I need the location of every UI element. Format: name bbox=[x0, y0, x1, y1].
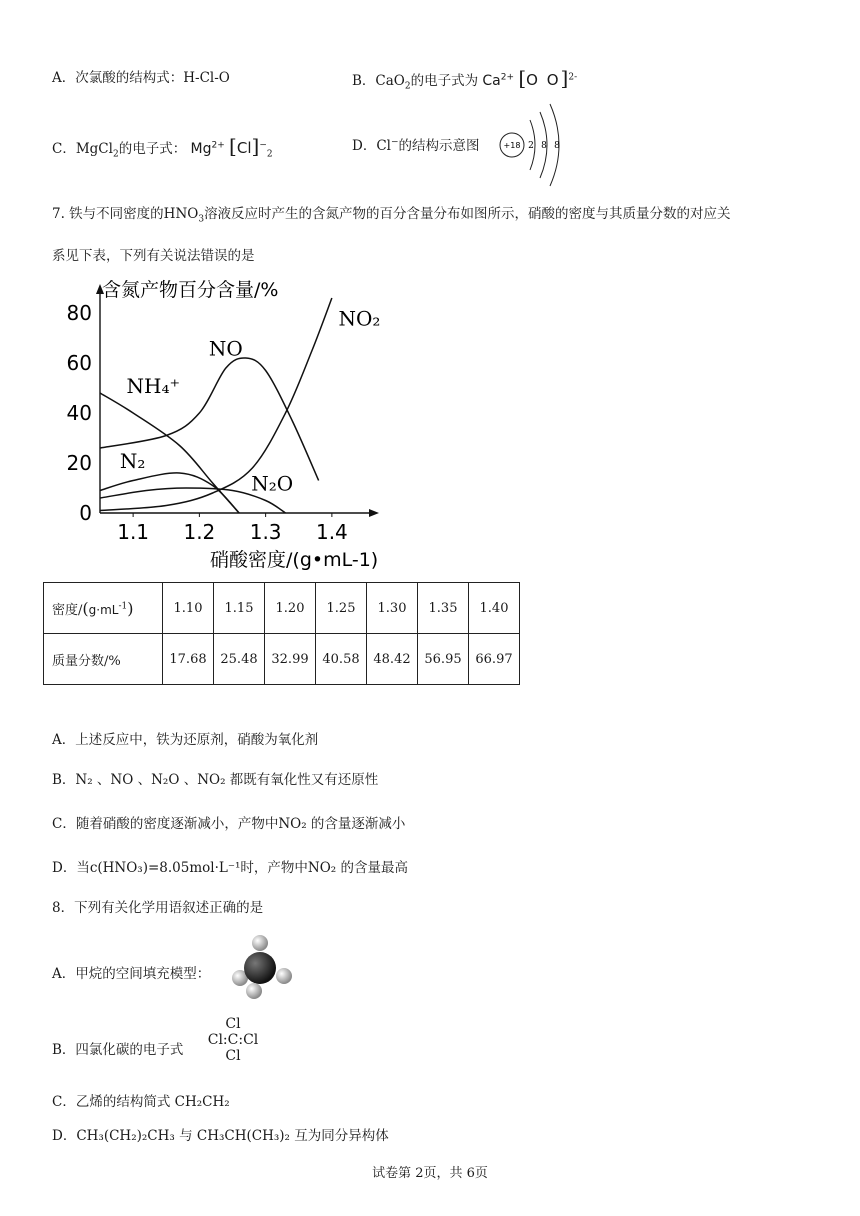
shell-count-1: 2 bbox=[528, 141, 534, 151]
mass-fraction-header: 质量分数/% bbox=[44, 634, 163, 685]
q6-option-c-suffix: 的电子式： bbox=[118, 141, 187, 157]
q6-option-b-prefix: B． bbox=[352, 73, 376, 89]
density-cell: 1.25 bbox=[316, 583, 367, 634]
q7-stem-line-1: 7. 铁与不同密度的$HNO_3$溶液反应时产生的含氮产物的百分含量分布如图所示，硝酸的密度与其质量分数的对应关 bbox=[52, 206, 731, 225]
q6-option-b-anion-charge: 2- bbox=[568, 72, 578, 83]
mass-fraction-cell: 40.58 bbox=[316, 634, 367, 685]
q6-option-c[interactable]: C．MgCl$_2$的电子式： $Mg^{2+}$ $[Cl]^-_2$ bbox=[52, 134, 273, 160]
mass-fraction-cell: 32.99 bbox=[265, 634, 316, 685]
q8-option-c[interactable]: C．乙烯的结构简式 CH₂CH₂ bbox=[52, 1094, 230, 1110]
series-label: NO bbox=[208, 336, 243, 361]
mass-fraction-cell: 17.68 bbox=[163, 634, 214, 685]
y-axis-label: 含氮产物百分含量/% bbox=[102, 279, 279, 301]
y-tick-label: 60 bbox=[66, 351, 92, 375]
mass-fraction-cell: 25.48 bbox=[214, 634, 265, 685]
q8-option-a[interactable]: A．甲烷的空间填充模型： bbox=[52, 966, 211, 982]
density-cell: 1.20 bbox=[265, 583, 316, 634]
density-table bbox=[43, 582, 520, 685]
q6-option-b-formula: CaO bbox=[375, 73, 405, 89]
density-cell: 1.15 bbox=[214, 583, 265, 634]
q6-option-d-ion: Cl bbox=[376, 138, 391, 154]
y-tick-label: 0 bbox=[79, 501, 92, 525]
x-tick-label: 1.2 bbox=[183, 520, 216, 544]
q6-option-d[interactable] bbox=[352, 134, 480, 154]
shell-count-3: 8 bbox=[554, 141, 560, 151]
q6-option-b-suffix: 的电子式为 bbox=[410, 73, 479, 89]
series-label: N₂ bbox=[119, 449, 146, 473]
x-tick-label: 1.3 bbox=[249, 520, 282, 544]
q6-option-c-prefix: C． bbox=[52, 141, 76, 157]
q6-option-b-anion: O O bbox=[526, 71, 561, 89]
q6-option-b[interactable]: B．CaO$_2$的电子式为 $Ca^{2+}$ [O O]$^{2-}$ bbox=[352, 66, 578, 92]
q6-option-c-cation: $Mg^{2+}$ bbox=[190, 140, 225, 157]
q6-option-c-anion-count: 2 bbox=[266, 149, 273, 160]
q6-option-a[interactable] bbox=[52, 66, 230, 86]
x-axis-label: 硝酸密度/(g•mL-1) bbox=[210, 549, 379, 571]
x-axis-arrow bbox=[369, 509, 379, 517]
x-tick-label: 1.4 bbox=[315, 520, 348, 544]
series-label: NH₄⁺ bbox=[126, 374, 181, 398]
y-tick-label: 80 bbox=[66, 301, 92, 325]
q6-option-b-cation: $Ca^{2+}$ bbox=[482, 72, 515, 89]
methane-space-filling-model-icon bbox=[226, 930, 298, 1002]
chart-series bbox=[100, 298, 332, 513]
q6-option-b-formula-sub: 2 bbox=[404, 81, 411, 92]
y-tick-label: 40 bbox=[66, 401, 92, 425]
series-line bbox=[100, 473, 239, 513]
q7-option-d[interactable]: D．当c(HNO₃)=8.05mol·L⁻¹时，产物中NO₂ 的含量最高 bbox=[52, 860, 408, 876]
q7-option-b[interactable]: B．N₂ 、NO 、N₂O 、NO₂ 都既有氧化性又有还原性 bbox=[52, 772, 379, 788]
density-header: 密度$/(g\cdot mL^{-1})$ bbox=[44, 583, 163, 634]
q6-option-d-suffix: 的结构示意图 bbox=[398, 138, 480, 154]
q6-option-c-anion: Cl bbox=[236, 139, 252, 157]
density-cell: 1.10 bbox=[163, 583, 214, 634]
q6-option-b-bracket: [ bbox=[518, 66, 527, 90]
q6-option-d-prefix: D． bbox=[352, 138, 377, 154]
density-cell: 1.40 bbox=[469, 583, 520, 634]
chlorine-ion-structure-diagram bbox=[494, 100, 574, 190]
q6-option-c-formula-sub: 2 bbox=[112, 149, 119, 160]
series-label: NO₂ bbox=[338, 306, 381, 331]
q8-option-b[interactable]: B．四氯化碳的电子式 bbox=[52, 1042, 184, 1058]
density-cell: 1.35 bbox=[418, 583, 469, 634]
q6-option-c-formula: MgCl bbox=[75, 141, 113, 157]
mass-fraction-cell: 66.97 bbox=[469, 634, 520, 685]
mass-fraction-cell: 48.42 bbox=[367, 634, 418, 685]
q6-option-c-anion-charge: − bbox=[259, 140, 267, 151]
series-label: N₂O bbox=[251, 471, 294, 496]
page-footer: 试卷第 2页，共 6页 bbox=[372, 1166, 488, 1181]
series-line bbox=[100, 298, 332, 511]
q7-option-a[interactable]: A．上述反应中，铁为还原剂，硝酸为氧化剂 bbox=[52, 732, 319, 748]
nitrogen-products-chart bbox=[60, 268, 390, 573]
density-cell: 1.30 bbox=[367, 583, 418, 634]
q8-option-d[interactable]: D．CH₃(CH₂)₂CH₃ 与 CH₃CH(CH₃)₂ 互为同分异构体 bbox=[52, 1128, 389, 1144]
x-tick-label: 1.1 bbox=[117, 520, 150, 544]
nucleus-label: +18 bbox=[503, 141, 521, 150]
shell-count-2: 8 bbox=[541, 141, 547, 151]
table-row bbox=[44, 634, 520, 685]
carbon-tetrachloride-electron-formula: Cl Cl:C:Cl Cl bbox=[207, 1016, 259, 1064]
chart-labels bbox=[67, 279, 381, 571]
table-row bbox=[44, 583, 520, 634]
q7-option-c[interactable]: C．随着硝酸的密度逐渐减小，产物中NO₂ 的含量逐渐减小 bbox=[52, 816, 406, 832]
q8-stem: 8．下列有关化学用语叙述正确的是 bbox=[52, 900, 264, 916]
chart-axes bbox=[96, 284, 379, 517]
q6-option-d-ion-charge: − bbox=[390, 137, 399, 148]
y-tick-label: 20 bbox=[66, 451, 92, 475]
q7-stem-line-2: 系见下表，下列有关说法错误的是 bbox=[52, 248, 255, 264]
q6-option-a-text: A．次氯酸的结构式：H-Cl-O bbox=[52, 70, 230, 86]
mass-fraction-cell: 56.95 bbox=[418, 634, 469, 685]
